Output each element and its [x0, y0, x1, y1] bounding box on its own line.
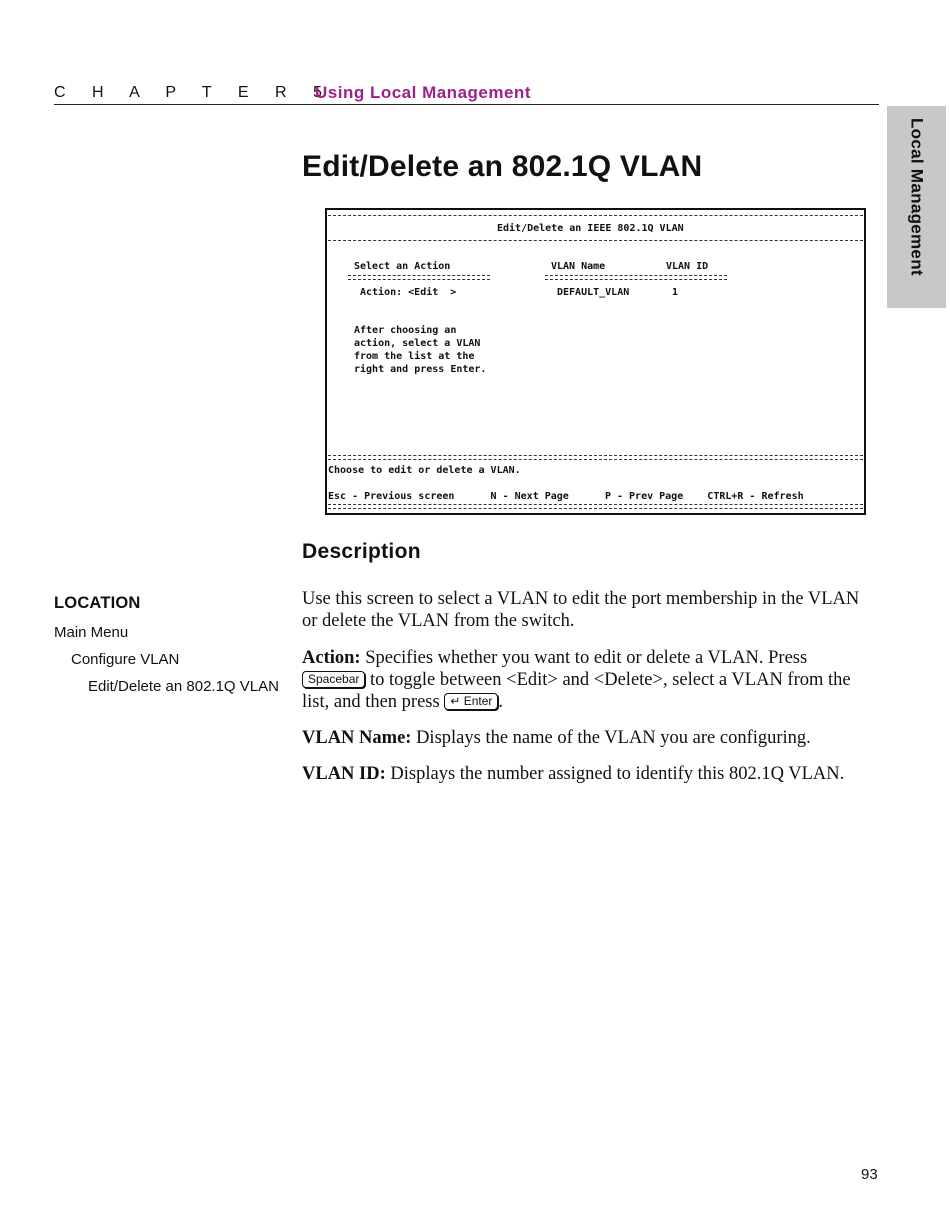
chapter-title: Using Local Management	[315, 83, 531, 102]
action-term: Action:	[302, 648, 361, 668]
terminal-title: Edit/Delete an IEEE 802.1Q VLAN	[497, 223, 684, 234]
terminal-screenshot	[325, 208, 866, 515]
vlan-id-term: VLAN ID:	[302, 764, 386, 784]
action-column-header: Select an Action	[354, 261, 451, 272]
location-heading: LOCATION	[54, 594, 141, 612]
side-tab	[887, 106, 946, 308]
location-path-item: Main Menu	[54, 624, 129, 641]
header-rule	[54, 104, 879, 105]
status-divider	[328, 455, 863, 460]
terminal-bottom-rule	[328, 504, 863, 509]
terminal-title-rule	[328, 240, 863, 241]
status-message: Choose to edit or delete a VLAN.	[328, 465, 521, 476]
vlan-name-column-header: VLAN Name	[551, 261, 606, 272]
description-intro: Use this screen to select a VLAN to edit the port membership in the VLAN or delete the VLAN from the switch.	[302, 589, 860, 631]
help-line: After choosing an	[354, 325, 457, 336]
description-heading: Description	[302, 540, 421, 563]
help-line: right and press Enter.	[354, 364, 487, 375]
action-description: Action: Specifies whether you want to edit or delete a VLAN. Press Spacebar to toggle between <Edit> and <Delete>, select a VLAN from the list, and then press ↵ Enter .	[302, 648, 851, 712]
action-header-underline	[348, 275, 490, 280]
action-field[interactable]: Action: <Edit >	[360, 287, 457, 298]
terminal-top-rule	[328, 215, 863, 216]
page-title: Edit/Delete an 802.1Q VLAN	[302, 150, 703, 183]
side-tab-label: Local Management	[907, 118, 927, 276]
vlan-name-description: VLAN Name: Displays the name of the VLAN you are configuring.	[302, 728, 811, 748]
footer-key-help: Esc - Previous screen N - Next Page P - Prev Page CTRL+R - Refresh	[328, 491, 804, 502]
vlan-header-underline	[545, 275, 727, 280]
enter-key-icon: ↵ Enter	[444, 693, 498, 710]
location-path-item: Configure VLAN	[71, 651, 180, 668]
vlan-id-description: VLAN ID: Displays the number assigned to identify this 802.1Q VLAN.	[302, 764, 845, 784]
spacebar-key-icon: Spacebar	[302, 671, 365, 688]
vlan-id-column-header: VLAN ID	[666, 261, 709, 272]
page-number: 93	[861, 1166, 878, 1183]
help-line: action, select a VLAN	[354, 338, 481, 349]
vlan-name-term: VLAN Name:	[302, 728, 412, 748]
help-line: from the list at the	[354, 351, 475, 362]
vlan-name-cell[interactable]: DEFAULT_VLAN	[557, 287, 630, 298]
chapter-label: C H A P T E R 5	[54, 84, 333, 101]
location-path-item: Edit/Delete an 802.1Q VLAN	[88, 678, 279, 695]
vlan-id-cell[interactable]: 1	[672, 287, 679, 298]
